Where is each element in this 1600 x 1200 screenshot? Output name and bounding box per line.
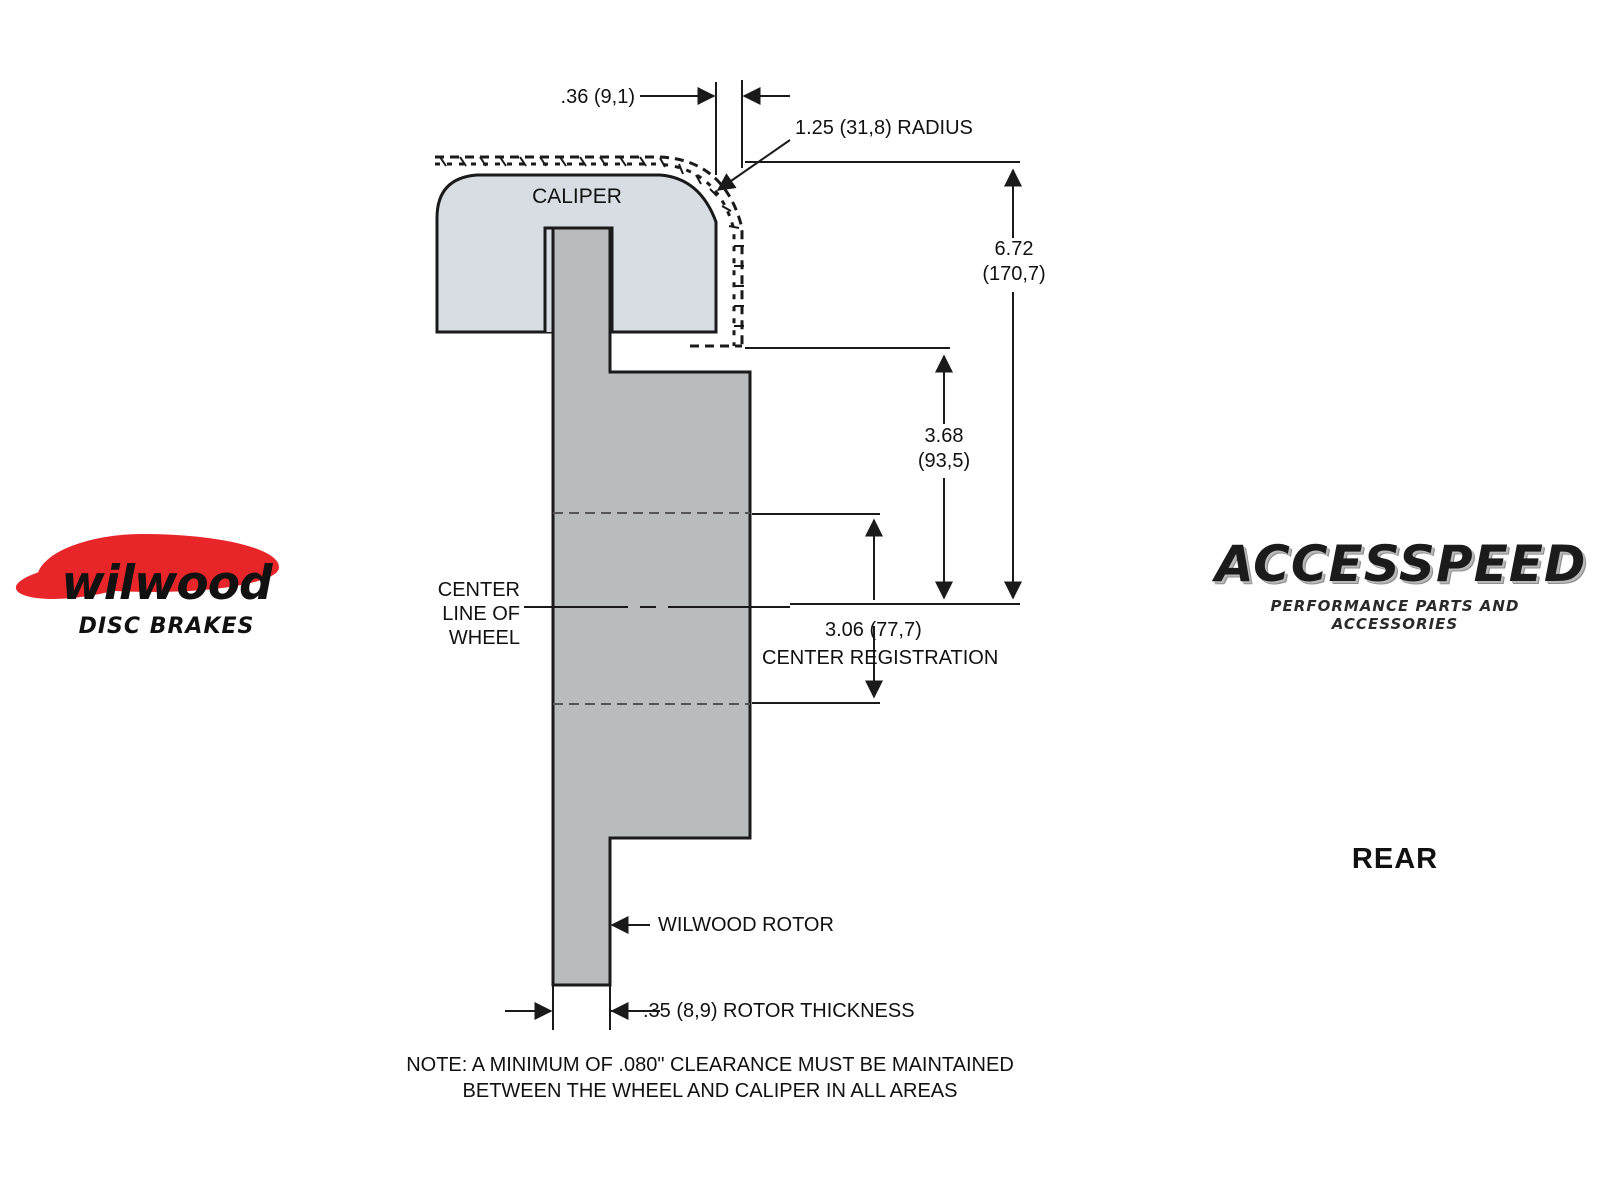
accesspeed-wordmark: ACCESSPEED — [1215, 535, 1587, 593]
leader-caliper-radius — [718, 140, 790, 190]
dimension-label-offset-top: .36 (9,1) — [560, 86, 635, 108]
label-caliper: CALIPER — [532, 185, 622, 208]
dimension-label-overall-height-value: 6.72 — [994, 238, 1034, 260]
dimension-label-center-registration-value: 3.06 (77,7) — [825, 619, 922, 641]
dimension-caliper-to-centerline — [745, 348, 950, 604]
dimension-label-caliper-to-centerline-value: 3.68 — [924, 425, 964, 447]
wilwood-wordmark: wilwood — [61, 556, 272, 611]
dimension-overall-height — [745, 162, 1020, 604]
accesspeed-logo — [1215, 535, 1587, 645]
label-center-line-of-wheel-line3: WHEEL — [448, 627, 520, 649]
accesspeed-tagline: PERFORMANCE PARTS AND ACCESSORIES — [1270, 597, 1520, 633]
dimension-label-caliper-radius: 1.25 (31,8) RADIUS — [795, 117, 973, 139]
label-wilwood-rotor: WILWOOD ROTOR — [658, 914, 834, 936]
dimension-label-caliper-to-centerline-metric: (93,5) — [917, 450, 971, 472]
clearance-note — [330, 1052, 1090, 1104]
clearance-note-line2: BETWEEN THE WHEEL AND CALIPER IN ALL AREAS — [462, 1080, 958, 1102]
wilwood-tagline: DISC BRAKES — [78, 614, 255, 639]
label-center-line-of-wheel-line1: CENTER — [437, 579, 520, 601]
wilwood-logo — [10, 528, 320, 648]
dimension-label-center-registration-caption: CENTER REGISTRATION — [762, 647, 999, 669]
clearance-note-line1: NOTE: A MINIMUM OF .080" CLEARANCE MUST BE MAINTAINED — [406, 1054, 1014, 1076]
label-center-line-of-wheel-line2: LINE OF — [442, 603, 520, 625]
dimension-label-rotor-thickness: .35 (8,9) ROTOR THICKNESS — [643, 1000, 915, 1022]
dimension-center-registration — [752, 514, 880, 703]
view-label-rear: REAR — [1351, 843, 1439, 875]
dimension-rotor-thickness — [505, 985, 660, 1030]
dimension-label-overall-height-metric: (170,7) — [982, 263, 1046, 285]
